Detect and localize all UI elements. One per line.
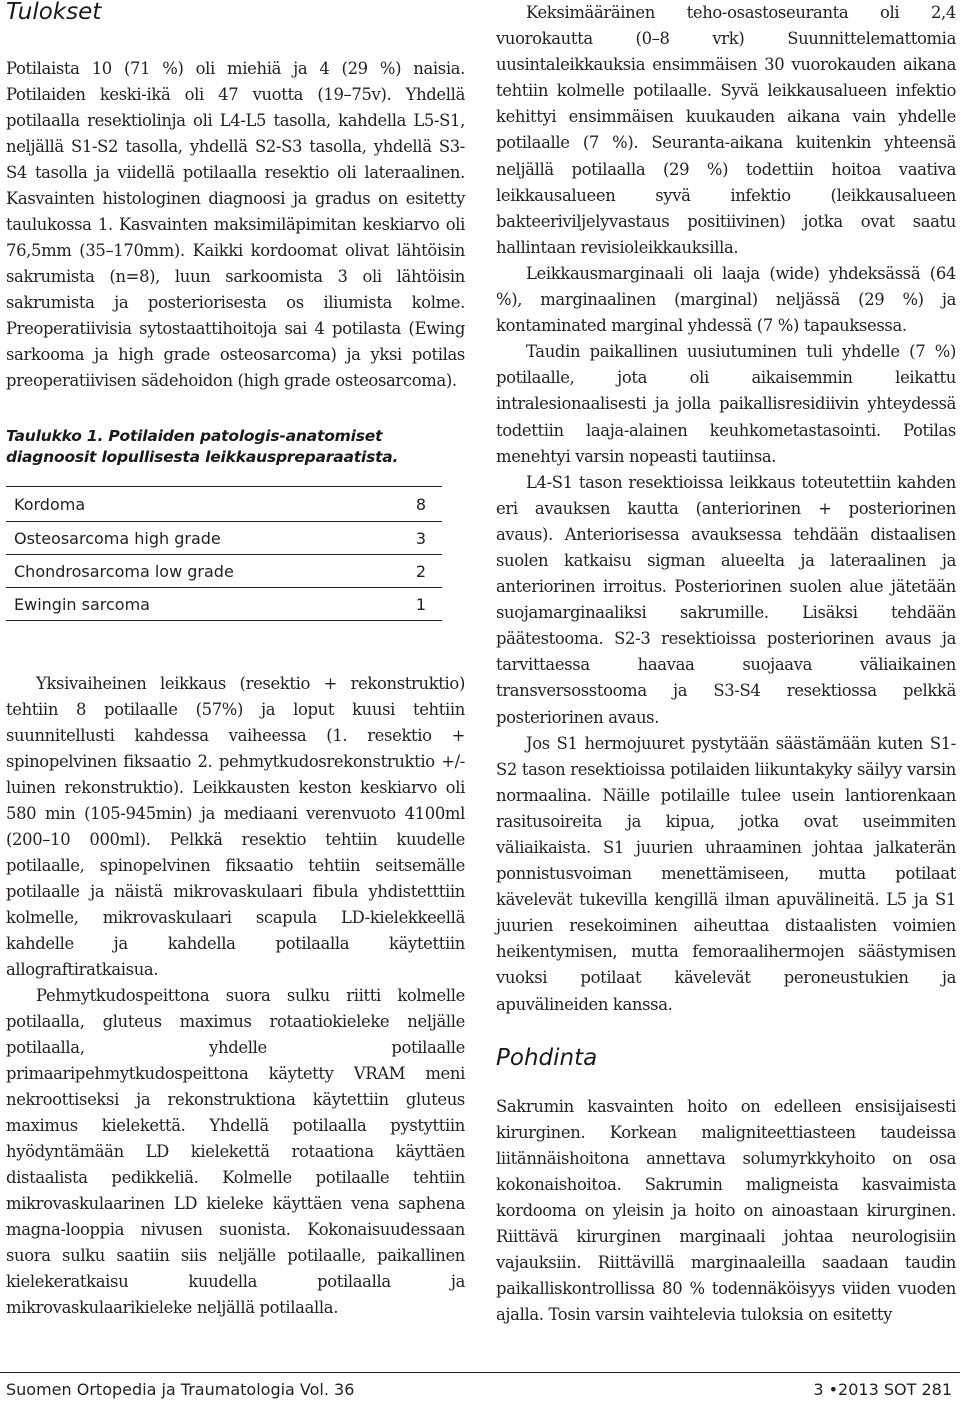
table-row	[6, 522, 442, 555]
table-cell-diagnosis: Kordoma	[14, 494, 86, 514]
table-cell-diagnosis: Chondrosarcoma low grade	[14, 561, 234, 581]
paragraph: Yksivaiheinen leikkaus (resektio + rekonstruktio) tehtiin 8 potilaalle (57%) ja loput kuusi tehtiin suunnitellusti kahdessa vaiheessa (1. resektio + spinopelvinen fiksaatio 2. pehmytkudosrekonstruktio +/- luinen rekonstruktio). Leikkausten keston keskiarvo oli 580 min (105-945min) ja mediaani verenvuoto 4100ml (200–10 000ml). Pelkkä resektio tehtiin kuudelle potilaalle, spinopelvinen fiksaatio tehtiin seitsemälle potilaalle ja näistä mikrovaskulaari fibula yhdistetttiin kolmelle, mikrovaskulaari scapula LD-kielekkeellä kahdelle ja kahdella potilaalla käytettiin allograftiratkaisua.	[6, 674, 465, 979]
paragraph: Sakrumin kasvainten hoito on edelleen ensisijaisesti kirurginen. Korkean maligniteettiasteen taudeissa liitännäishoitona annettava solumyrkkyhoito on osa kokonaishoitoa. Sakrumin maligneista kasvaimista kordooma on yleisin ja hoito on ainoastaan kirurginen. Riittävä kirurginen marginaali johtaa neurologisiin vajauksiin. Riittävillä marginaaleilla saadaan taudin paikalliskontrollissa 80 % todennäköisyys viiden vuoden ajalla. Tosin varsin vaihtelevia tuloksia on esitetty	[496, 1096, 956, 1325]
paragraph: Keksimääräinen teho-osastoseuranta oli 2,4 vuorokautta (0–8 vrk) Suunnittelemattomia uusintaleikkauksia ensimmäisen 30 vuorokauden aikana tehtiin kolmelle potilaalle. Syvä leikkausalueen infektio kehittyi ensimmäisen kuukauden aikana vain yhdelle potilaalle (7 %). Seuranta-aikana kuitenkin yhteensä neljällä potilaalla (29 %) todettiin hoitoa vaativa leikkausalueen syvä infektio (leikkausalueen bakteeriviljelyvastaus positiivinen) jotka ovat saatu hallintaan revisioleikkauksilla.	[496, 3, 956, 257]
table-cell-count: 2	[415, 561, 426, 581]
right-column	[496, 0, 956, 1329]
table-cell-diagnosis: Osteosarcoma high grade	[14, 528, 221, 548]
page-footer	[0, 1380, 960, 1402]
left-column	[6, 0, 465, 1321]
table-cell-diagnosis: Ewingin sarcoma	[14, 594, 150, 614]
table-cell-count: 3	[415, 528, 426, 548]
paragraph: Leikkausmarginaali oli laaja (wide) yhdeksässä (64 %), marginaalinen (marginal) neljässä (29 %) ja kontaminated marginal yhdessä (7 %) tapauksessa.	[496, 263, 956, 336]
paragraph: L4-S1 tason resektioissa leikkaus toteutettiin kahden eri avauksen kautta (anteriorinen + posteriorinen avaus). Anteriorisessa avauksessa tehdään distaalisen suolen katkaisu sigman alueelta ja lateraalinen ja anteriorinen irroitus. Posteriorinen suolen alue jätetään suojamarginaaliksi sakrumille. Lisäksi tehdään päätestooma. S2-3 resektioissa posteriorinen avaus ja tarvittaessa haavaa suojaava väliaikainen transversosstooma ja S3-S4 resektiossa pelkkä posteriorinen avaus.	[496, 472, 956, 727]
section-heading-pohdinta: Pohdinta	[496, 1044, 598, 1071]
table-row	[6, 487, 442, 522]
section-heading-tulokset: Tulokset	[6, 0, 102, 25]
table-cell-count: 1	[415, 594, 426, 614]
table-cell-count: 8	[415, 494, 426, 514]
footer-journal-title: Suomen Ortopedia ja Traumatologia Vol. 36	[6, 1380, 355, 1399]
footer-issue-page: 3 •2013 SOT 281	[813, 1380, 952, 1399]
table-row	[6, 555, 442, 588]
paragraph: Potilaista 10 (71 %) oli miehiä ja 4 (29 %) naisia. Potilaiden keski-ikä oli 47 vuotta (19–75v). Yhdellä potilaalla resektiolinja oli L4-L5 tasolla, kahdella L5-S1, neljällä S1-S2 tasolla, yhdellä S2-S3 tasolla, yhdellä S3-S4 tasolla ja viidellä potilaalla resektio oli lateraalinen. Kasvainten histologinen diagnoosi ja gradus on esitetty taulukossa 1. Kasvainten maksimiläpimitan keskiarvo oli 76,5mm (35–170mm). Kaikki kordoomat olivat lähtöisin sakrumista (n=8), luun sarkoomista 3 oli lähtöisin sakrumista ja posteriorisesta os iliumista kolme. Preoperatiivisia sytostaattihoitoja sai 4 potilasta (Ewing sarkooma ja high grade osteosarcoma) ja yksi potilas preoperatiivisen sädehoidon (high grade osteosarcoma).	[6, 59, 465, 390]
table-row	[6, 588, 442, 621]
table-caption: Taulukko 1. Potilaiden patologis-anatomiset diagnoosit lopullisesta leikkauspreparaatista.	[6, 427, 399, 466]
paragraph: Jos S1 hermojuuret pystytään säästämään kuten S1-S2 tason resektioissa potilaiden liikuntakyky säilyy varsin normaalina. Näille potilaille tulee usein lantiorenkaan rasitusoireita ja kipua, jotka ovat useimmiten väliaikaista. S1 juurien uhraaminen johtaa jalkaterän ponnistusvoiman menettämiseen, mutta potilaat kävelevät tukevilla kengillä ilman apuvälineitä. L5 ja S1 juurien resekoiminen aiheuttaa distaalisten voimien heikentymisen, mutta femoraalihermojen säästymisen vuoksi potilaat kävelevät peroneustukien ja apuvälineiden kanssa.	[496, 733, 956, 1014]
paragraph: Taudin paikallinen uusiutuminen tuli yhdelle (7 %) potilaalle, jota oli aikaisemmin leikattu intralesionaalisesti ja jolla paikallisresidiivin yhteydessä todettiin laaja-alainen keuhkometastasointi. Potilas menehtyi varsin nopeasti tautiinsa.	[496, 342, 956, 466]
diagnosis-table	[6, 486, 442, 621]
paragraph: Pehmytkudospeittona suora sulku riitti kolmelle potilaalla, gluteus maximus rotaatiokieleke neljälle potilaalla, yhdelle potilaalle primaaripehmytkudospeittona käytetty VRAM meni nekroottiseksi ja rekonstruktiona käytettiin gluteus maximus kielekettä. Yhdellä potilaalla pystyttiin hyödyntämään LD kielekettä rotaationa käyttäen distaalista pedikkeliä. Kolmelle potilaalle tehtiin mikrovaskulaarinen LD kieleke käyttäen vena saphena magna-looppia nivusen suonista. Kokonaisuudessaan suora sulku saatiin siis neljälle potilaalle, paikallinen kielekeratkaisu kuudella potilaalla ja mikrovaskulaarikieleke neljällä potilaalla.	[6, 986, 465, 1317]
footer-divider	[0, 1372, 960, 1373]
